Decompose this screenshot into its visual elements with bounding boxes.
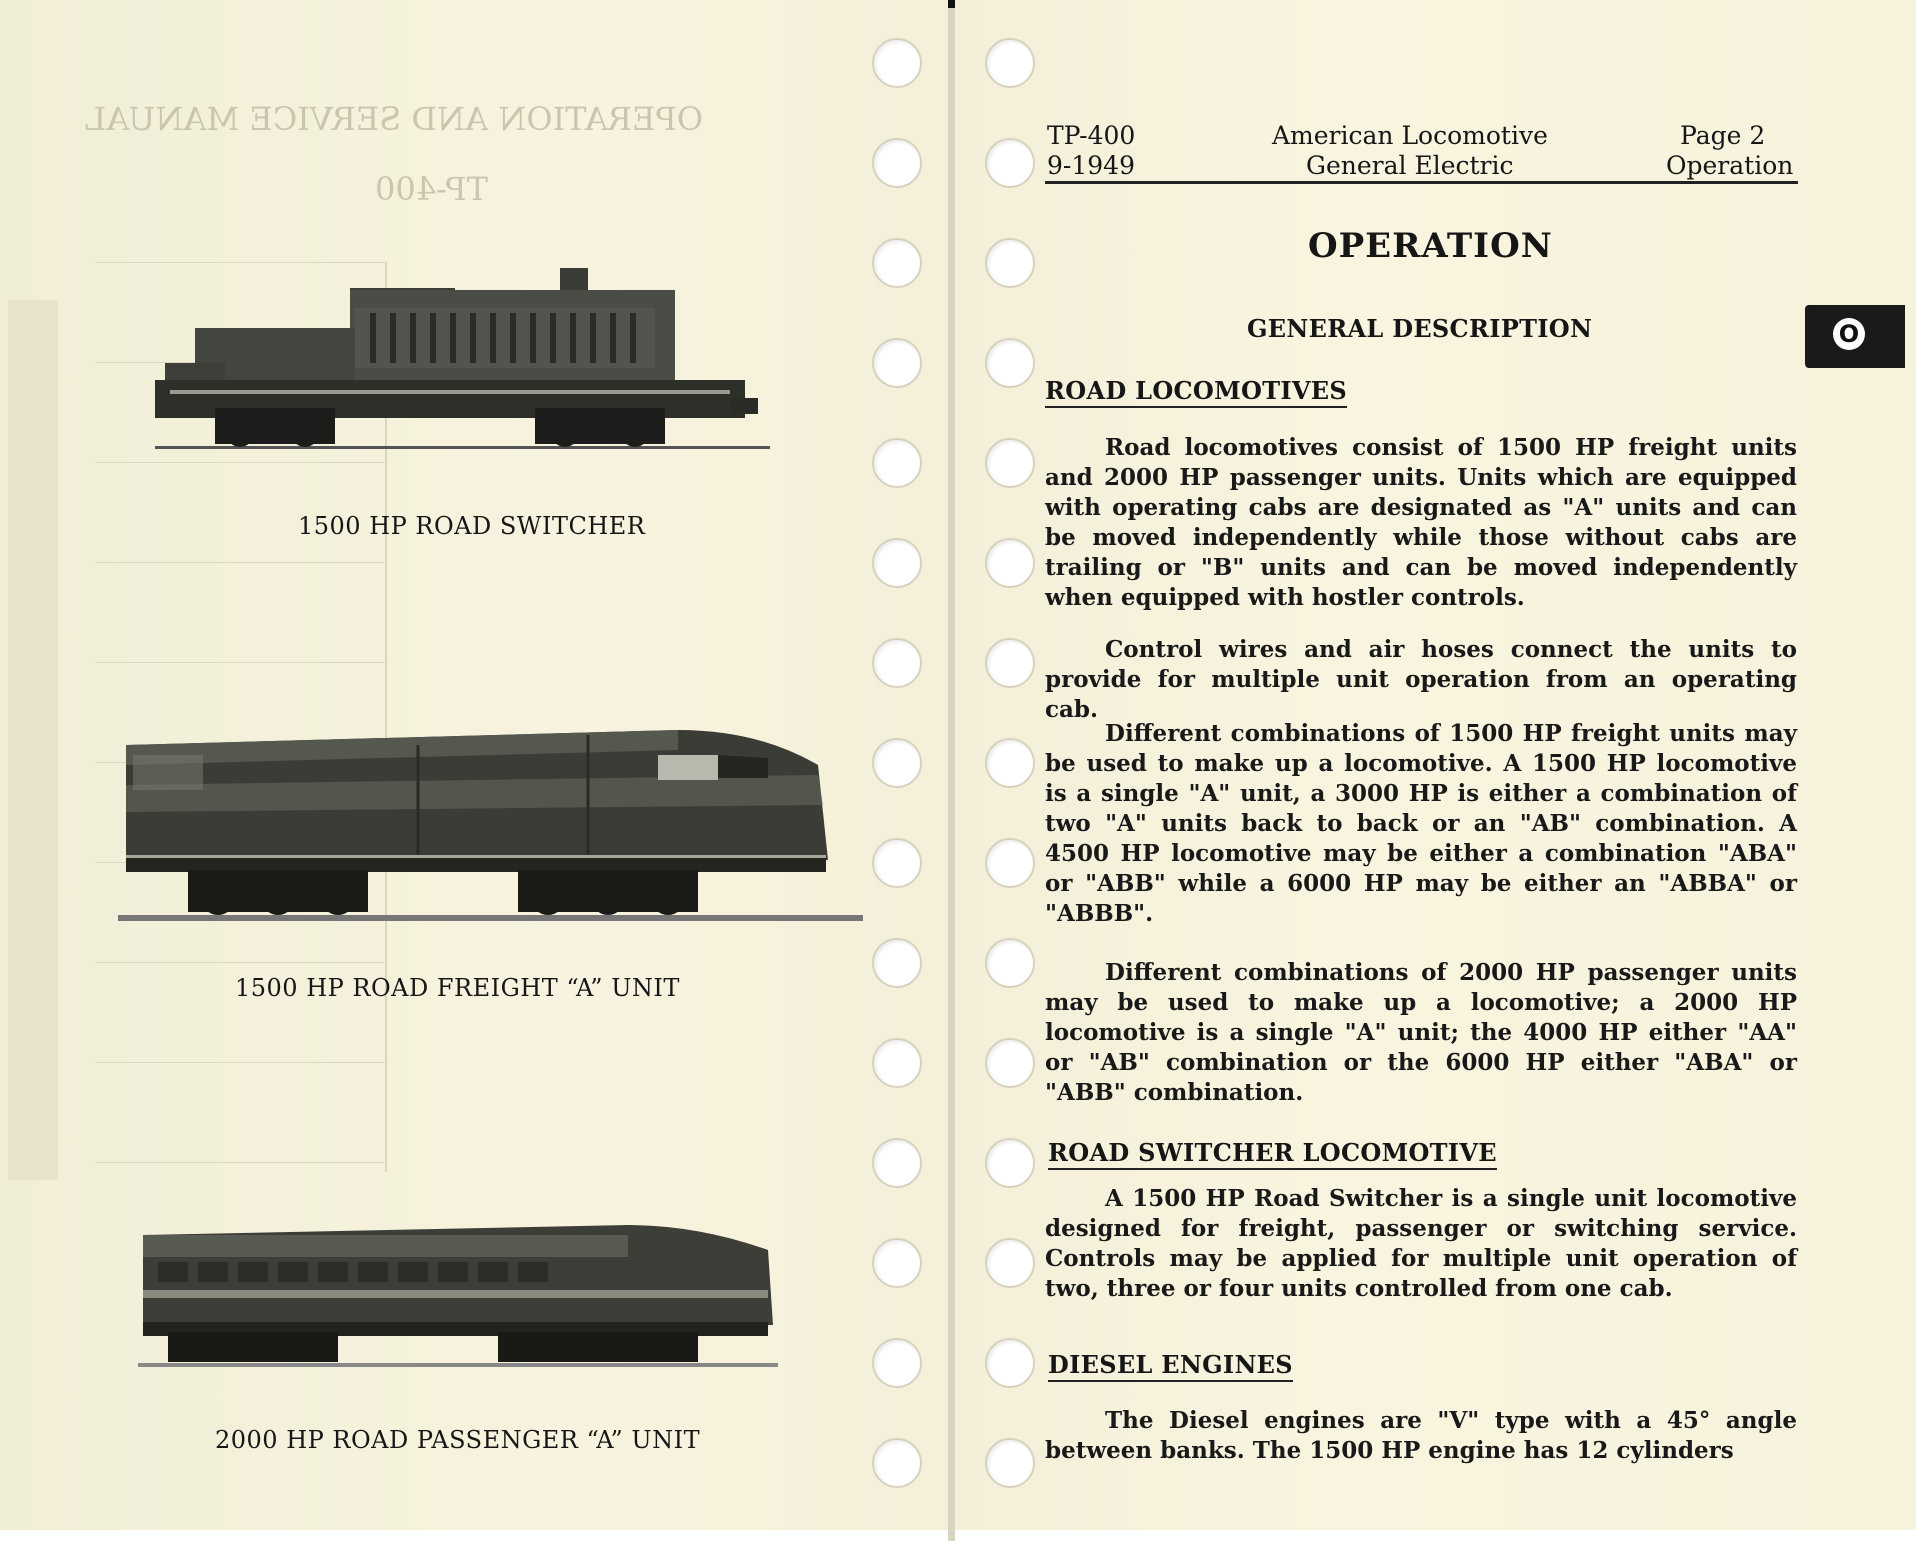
binder-hole	[872, 1338, 922, 1388]
company-line-1: American Locomotive	[1272, 121, 1548, 150]
binder-hole	[985, 338, 1035, 388]
binder-hole	[985, 1338, 1035, 1388]
binder-hole	[872, 1438, 922, 1488]
binder-hole	[872, 138, 922, 188]
binder-hole	[872, 738, 922, 788]
binder-hole	[985, 1138, 1035, 1188]
road-locomotives-paragraph-4: Different combinations of 2000 HP passenger units may be used to make up a locomotive; a 2000 HP locomotive is a single "A" unit; the 4000 HP either "AA" or "AB" combination or the 6000 HP either "ABA" or "ABB" combination.	[1045, 959, 1797, 1106]
binder-hole	[872, 638, 922, 688]
binder-hole	[872, 338, 922, 388]
binder-hole	[872, 38, 922, 88]
caption-road-passenger: 2000 HP ROAD PASSENGER “A” UNIT	[215, 1426, 701, 1454]
company-line-2: General Electric	[1306, 151, 1514, 180]
section-tab-letter: O	[1833, 318, 1865, 350]
road-passenger-a-unit-photo	[138, 1200, 778, 1370]
binder-hole	[985, 738, 1035, 788]
binder-hole	[872, 538, 922, 588]
binder-hole	[872, 838, 922, 888]
ghost-tab	[8, 300, 58, 1180]
road-switcher-photo	[155, 268, 770, 453]
spine-mark	[948, 0, 955, 8]
bleed-through-subtitle: TP-400	[375, 170, 489, 208]
diesel-engines-paragraph: The Diesel engines are "V" type with a 45° angle between banks. The 1500 HP engine has 12 cylinders	[1045, 1407, 1797, 1464]
binder-hole	[872, 1138, 922, 1188]
binder-hole	[872, 1238, 922, 1288]
road-locomotives-paragraph-3: Different combinations of 1500 HP freight units may be used to make up a locomotive. A 1500 HP locomotive is a single "A" unit, a 3000 HP is either a combination of two "A" units back to back or an "AB" combination. A 4500 HP locomotive may be either a combination "ABA" or "ABB" while a 6000 HP may be either an "ABBA" or "ABBB".	[1045, 720, 1797, 927]
binder-hole	[985, 1438, 1035, 1488]
diesel-engines-heading: DIESEL ENGINES	[1048, 1350, 1293, 1382]
binder-hole	[985, 438, 1035, 488]
book-spine	[948, 0, 955, 1541]
road-switcher-paragraph: A 1500 HP Road Switcher is a single unit locomotive designed for freight, passenger or switching service. Controls may be applied for multiple unit operation of two, three or four units controlled from one cab.	[1045, 1185, 1797, 1302]
road-switcher-heading: ROAD SWITCHER LOCOMOTIVE	[1048, 1138, 1497, 1170]
section-name: Operation	[1666, 151, 1794, 180]
caption-road-freight: 1500 HP ROAD FREIGHT “A” UNIT	[235, 974, 680, 1002]
bleed-through-title: OPERATION AND SERVICE MANUAL	[85, 100, 704, 138]
road-freight-a-unit-photo	[118, 690, 863, 930]
binder-hole	[872, 438, 922, 488]
binder-hole	[985, 638, 1035, 688]
binder-hole	[985, 238, 1035, 288]
road-locomotives-heading: ROAD LOCOMOTIVES	[1045, 376, 1347, 408]
binder-hole	[985, 538, 1035, 588]
caption-road-switcher: 1500 HP ROAD SWITCHER	[298, 512, 646, 540]
binder-hole	[872, 938, 922, 988]
binder-hole	[985, 38, 1035, 88]
road-locomotives-paragraph-1: Road locomotives consist of 1500 HP freight units and 2000 HP passenger units. Units which are equipped with operating cabs are designated as "A" units and can be moved independently while those without cabs are trailing or "B" units and can be moved independently when equipped with hostler controls.	[1045, 434, 1797, 611]
binder-hole	[985, 938, 1035, 988]
page-title: OPERATION	[1308, 226, 1553, 266]
doc-date: 9-1949	[1047, 151, 1135, 180]
page-number: Page 2	[1680, 121, 1766, 150]
binder-hole	[985, 1038, 1035, 1088]
binder-hole	[985, 838, 1035, 888]
general-description-heading: GENERAL DESCRIPTION	[1247, 314, 1593, 343]
binder-hole	[985, 1238, 1035, 1288]
doc-number: TP-400	[1047, 121, 1136, 150]
road-locomotives-paragraph-2: Control wires and air hoses connect the units to provide for multiple unit operation from an operating cab.	[1045, 636, 1797, 723]
section-tab[interactable]	[1805, 305, 1905, 368]
left-page	[0, 0, 948, 1530]
binder-hole	[985, 138, 1035, 188]
binder-hole	[872, 1038, 922, 1088]
binder-hole	[872, 238, 922, 288]
header-rule	[1045, 181, 1798, 184]
